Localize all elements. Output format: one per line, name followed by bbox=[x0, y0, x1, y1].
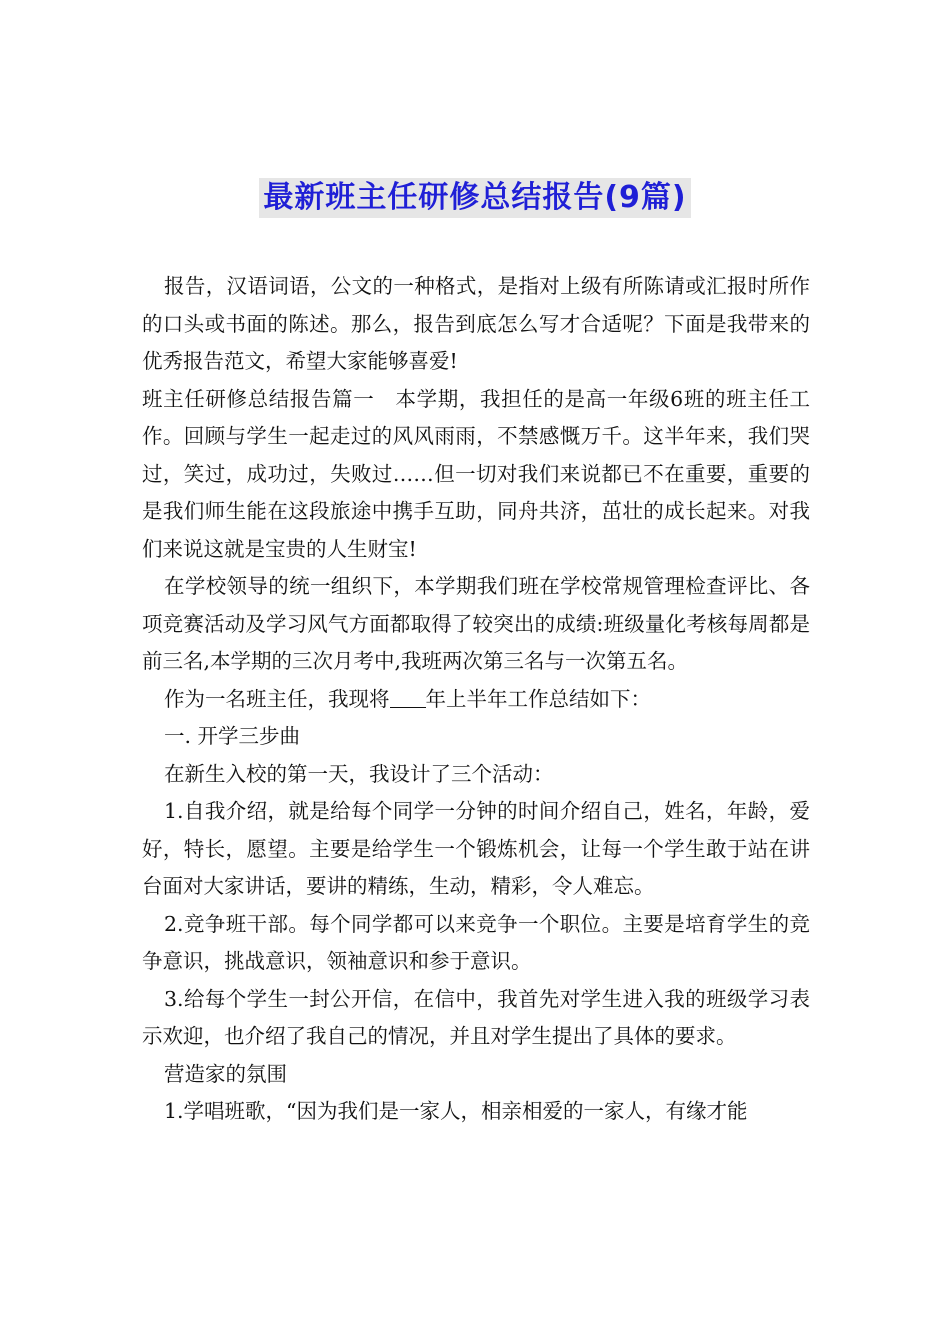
list-item-class-cadre: 2.竞争班干部。每个同学都可以来竞争一个职位。主要是培育学生的竞争意识，挑战意识，领袖意识和参于意识。 bbox=[142, 911, 810, 973]
paragraph-intro: 报告，汉语词语，公文的一种格式，是指对上级有所陈请或汇报时所作的口头或书面的陈述。那么，报告到底怎么写才合适呢？下面是我带来的优秀报告范文，希望大家能够喜爱! bbox=[142, 274, 810, 373]
paragraph-summary-intro bbox=[142, 681, 810, 719]
summary-text-after: 年上半年工作总结如下： bbox=[425, 686, 651, 711]
blank-year-line bbox=[390, 687, 426, 708]
document-title: 最新班主任研修总结报告(9篇) bbox=[259, 178, 690, 218]
heading-three-steps: 一. 开学三步曲 bbox=[164, 724, 301, 748]
list-item-self-intro: 1.自我介绍，就是给每个同学一分钟的时间介绍自己，姓名，年龄，爱好，特长，愿望。主要是给学生一个锻炼机会，让每一个学生敢于站在讲台面对大家讲话，要讲的精练，生动，精彩，令人难忘。 bbox=[142, 799, 810, 898]
document-body bbox=[142, 268, 810, 1131]
list-item-open-letter: 3.给每个学生一封公开信，在信中，我首先对学生进入我的班级学习表示欢迎，也介绍了我自己的情况，并且对学生提出了具体的要求。 bbox=[142, 986, 810, 1048]
title-container bbox=[0, 178, 950, 218]
summary-text-before: 作为一名班主任，我现将 bbox=[164, 686, 390, 711]
paragraph-achievements: 在学校领导的统一组织下，本学期我们班在学校常规管理检查评比、各项竞赛活动及学习风气方面都取得了较突出的成绩:班级量化考核每周都是前三名,本学期的三次月考中,我班两次第三名与一次第五名。 bbox=[142, 574, 810, 673]
paragraph-section-one: 班主任研修总结报告篇一 本学期，我担任的是高一年级6班的班主任工作。回顾与学生一起走过的风风雨雨，不禁感慨万千。这半年来，我们哭过，笑过，成功过，失败过……但一切对我们来说都已不在重要，重要的是我们师生能在这段旅途中携手互助，同舟共济，茁壮的成长起来。对我们来说这就是宝贵的人生财宝! bbox=[142, 386, 810, 561]
list-item-class-song: 1.学唱班歌，“因为我们是一家人，相亲相爱的一家人，有缘才能 bbox=[164, 1099, 748, 1123]
paragraph-first-day: 在新生入校的第一天，我设计了三个活动： bbox=[164, 761, 554, 786]
heading-family-atmosphere: 营造家的氛围 bbox=[164, 1061, 287, 1086]
